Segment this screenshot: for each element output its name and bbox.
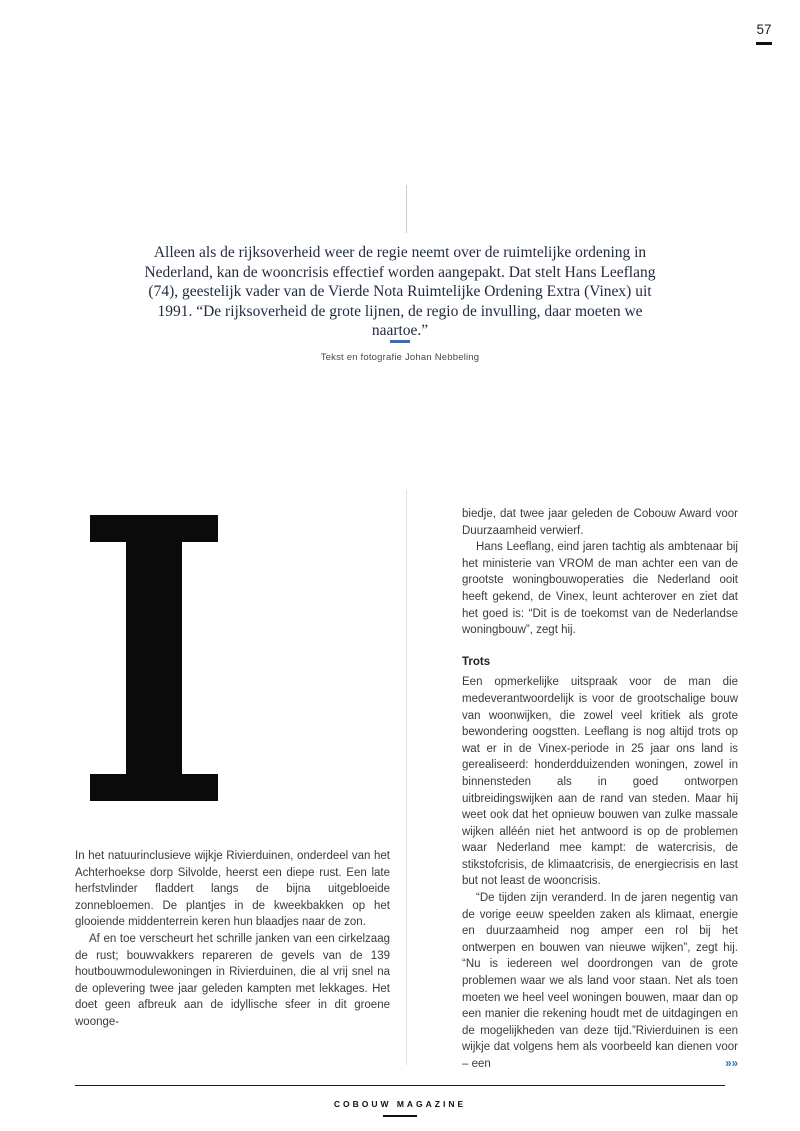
footer-short-rule (383, 1115, 417, 1117)
body-paragraph: In het natuurinclusieve wijkje Rivierduinen, onderdeel van het Achterhoekse dorp Silvolde, heerst een diepe rust. Een late herfstvlinder fladdert langs de bijna uitgebloeide zonnebloemen. De plantjes in de kweekbakken op het glooiende middenterrein keren hun blaadjes naar de zon. (75, 850, 390, 929)
right-column (462, 506, 738, 1073)
intro-accent-dash (390, 340, 410, 343)
body-paragraph: Een opmerkelijke uitspraak voor de man die medeverantwoordelijk is voor de grootschalige bouw van woonwijken, die zowel veel kritiek als grote bewondering oogstten. Leeflang is nog altijd trots op wat er in de Vinex-periode in 25 jaar ons land is gerealiseerd: honderdduizenden woningen, zowel in binnensteden als in goed ontworpen uitbreidingswijken aan de rand van steden. Maar hij weet ook dat het opnieuw bouwen van zulke massale wijken alléén niet het antwoord is op de problemen waar Nederland mee kampt: de watercrisis, de stikstofcrisis, de klimaatcrisis, de energiecrisis en last but not least de wooncrisis. (462, 676, 738, 888)
page-number-text: 57 (756, 22, 772, 37)
section-heading-trots: Trots (462, 655, 491, 668)
intro-standfirst: Alleen als de rijksoverheid weer de regie neemt over de ruimtelijke ordening in Nederland, kan de wooncrisis effectief worden aangepakt. Dat stelt Hans Leeflang (74), geestelijk vader van de Vierde Nota Ruimtelijke Ordening Extra (Vinex) uit 1991. “De rijksoverheid de grote lijnen, de regio de invulling, daar moeten we naartoe.” (144, 244, 656, 340)
continuation-marker: »» (725, 1058, 738, 1070)
left-column (75, 506, 390, 1073)
dropcap-bottom-serif (90, 774, 218, 801)
dropcap-stem (126, 515, 182, 801)
body-paragraph-text: “De tijden zijn veranderd. In de jaren negentig van de vorige eeuw speelden zaken als klimaat, energie en duurzaamheid nog amper een rol bij het ontwerpen en bouwen van nieuwe wijken”, zegt hij. “Nu is iedereen wel doordrongen van de grote problemen waar we als land voor staan. Net als toen moeten we heel veel woningen bouwen, maar dan op een manier die rekening houdt met de uitdagingen en de mogelijkheden van deze tijd.”Rivierduinen is een wijkje dat volgens hem als voorbeeld kan dienen voor – een (462, 892, 738, 1070)
page-number-dash (756, 42, 772, 45)
byline-credit: Tekst en fotografie Johan Nebbeling (320, 352, 480, 363)
footer-magazine-title: COBOUW MAGAZINE (333, 1099, 467, 1109)
body-paragraph: biedje, dat twee jaar geleden de Cobouw Award voor Duurzaamheid verwierf. (462, 508, 738, 537)
body-paragraph (462, 890, 738, 1073)
body-paragraph: Hans Leeflang, eind jaren tachtig als ambtenaar bij het ministerie van VROM de man achter een van de grootste woningbouwoperaties die Nederland ooit heeft gekend, de Vinex, leunt achterover en ziet dat het goed is: “Dit is de toekomst van de Nederlandse woningbouw”, zegt hij. (462, 541, 738, 637)
intro-vertical-rule (406, 185, 407, 233)
page-number (756, 22, 772, 45)
article-body (75, 506, 738, 1073)
body-paragraph: Af en toe verscheurt het schrille janken van een cirkelzaag de rust; bouwvakkers repareren de gevels van de 139 houtbouwmodulewoningen in Rivierduinen, die al vrij snel na de oplevering twee jaar geleden kampten met lekkages. Het doet geen afbreuk aan de idyllische sfeer in dit groene woonge- (75, 932, 390, 1028)
footer-rule (75, 1085, 725, 1086)
dropcap-letter-i (90, 515, 218, 801)
